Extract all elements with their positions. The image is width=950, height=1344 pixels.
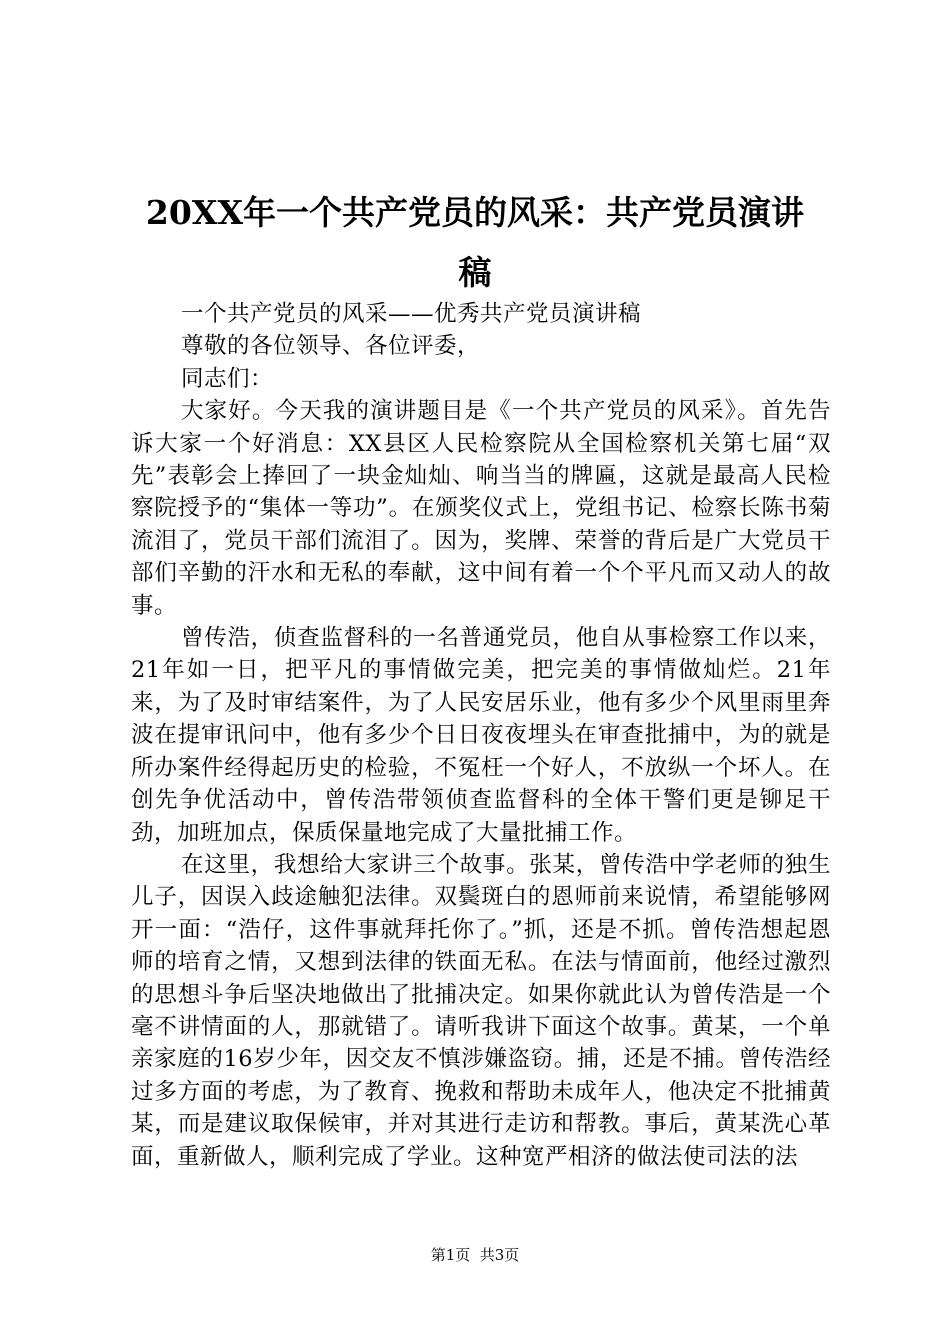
subtitle-paragraph: 一个共产党员的风采——优秀共产党员演讲稿 <box>181 301 642 327</box>
document-title <box>100 183 850 303</box>
body-paragraph: 大家好。今天我的演讲题目是《一个共产党员的风采》。首先告诉大家一个好消息：XX县区人民检察院从全国检察机关第七届“双先”表彰会上捧回了一块金灿灿、响当当的牌匾，这就是最高人民检察院授予的“集体一等功”。在颁奖仪式上，党组书记、检察长陈书菊流泪了，党员干部们流泪了。因为，奖牌、荣誉的背后是广大党员干部们辛勤的汗水和无私的奉献，这中间有着一个个平凡而又动人的故事。 <box>131 398 831 619</box>
body-paragraph: 在这里，我想给大家讲三个故事。张某，曾传浩中学老师的独生儿子，因误入歧途触犯法律。双鬓斑白的恩师前来说情，希望能够网开一面：“浩仔，这件事就拜托你了。”抓，还是不抓。曾传浩想起恩师的培育之情，又想到法律的铁面无私。在法与情面前，他经过激烈的思想斗争后坚决地做出了批捕决定。如果你就此认为曾传浩是一个毫不讲情面的人，那就错了。请听我讲下面这个故事。黄某，一个单亲家庭的16岁少年，因交友不慎涉嫌盗窃。捕，还是不捕。曾传浩经过多方面的考虑，为了教育、挽救和帮助未成年人，他决定不批捕黄某，而是建议取保候审，并对其进行走访和帮教。事后，黄某洗心革面，重新做人，顺利完成了学业。这种宽严相济的做法使司法的法 <box>131 851 831 1170</box>
body-paragraph: 曾传浩，侦查监督科的一名普通党员，他自从事检察工作以来，21年如一日，把平凡的事情做完美，把完美的事情做灿烂。21年来，为了及时审结案件，为了人民安居乐业，他有多少个风里雨里奔波在提审讯问中，他有多少个日日夜夜埋头在审查批捕中，为的就是所办案件经得起历史的检验，不冤枉一个好人，不放纵一个坏人。在创先争优活动中，曾传浩带领侦查监督科的全体干警们更是铆足干劲，加班加点，保质保量地完成了大量批捕工作。 <box>131 625 831 846</box>
salutation-paragraph: 尊敬的各位领导、各位评委， <box>181 333 481 360</box>
page-number-footer: 第1页 共3页 <box>430 1246 520 1264</box>
title-line-2: 稿 <box>458 253 492 292</box>
document-body <box>131 298 831 1173</box>
greeting-paragraph: 同志们： <box>181 365 274 392</box>
title-line-1: 20XX年一个共产党员的风采：共产党员演讲 <box>145 193 805 232</box>
